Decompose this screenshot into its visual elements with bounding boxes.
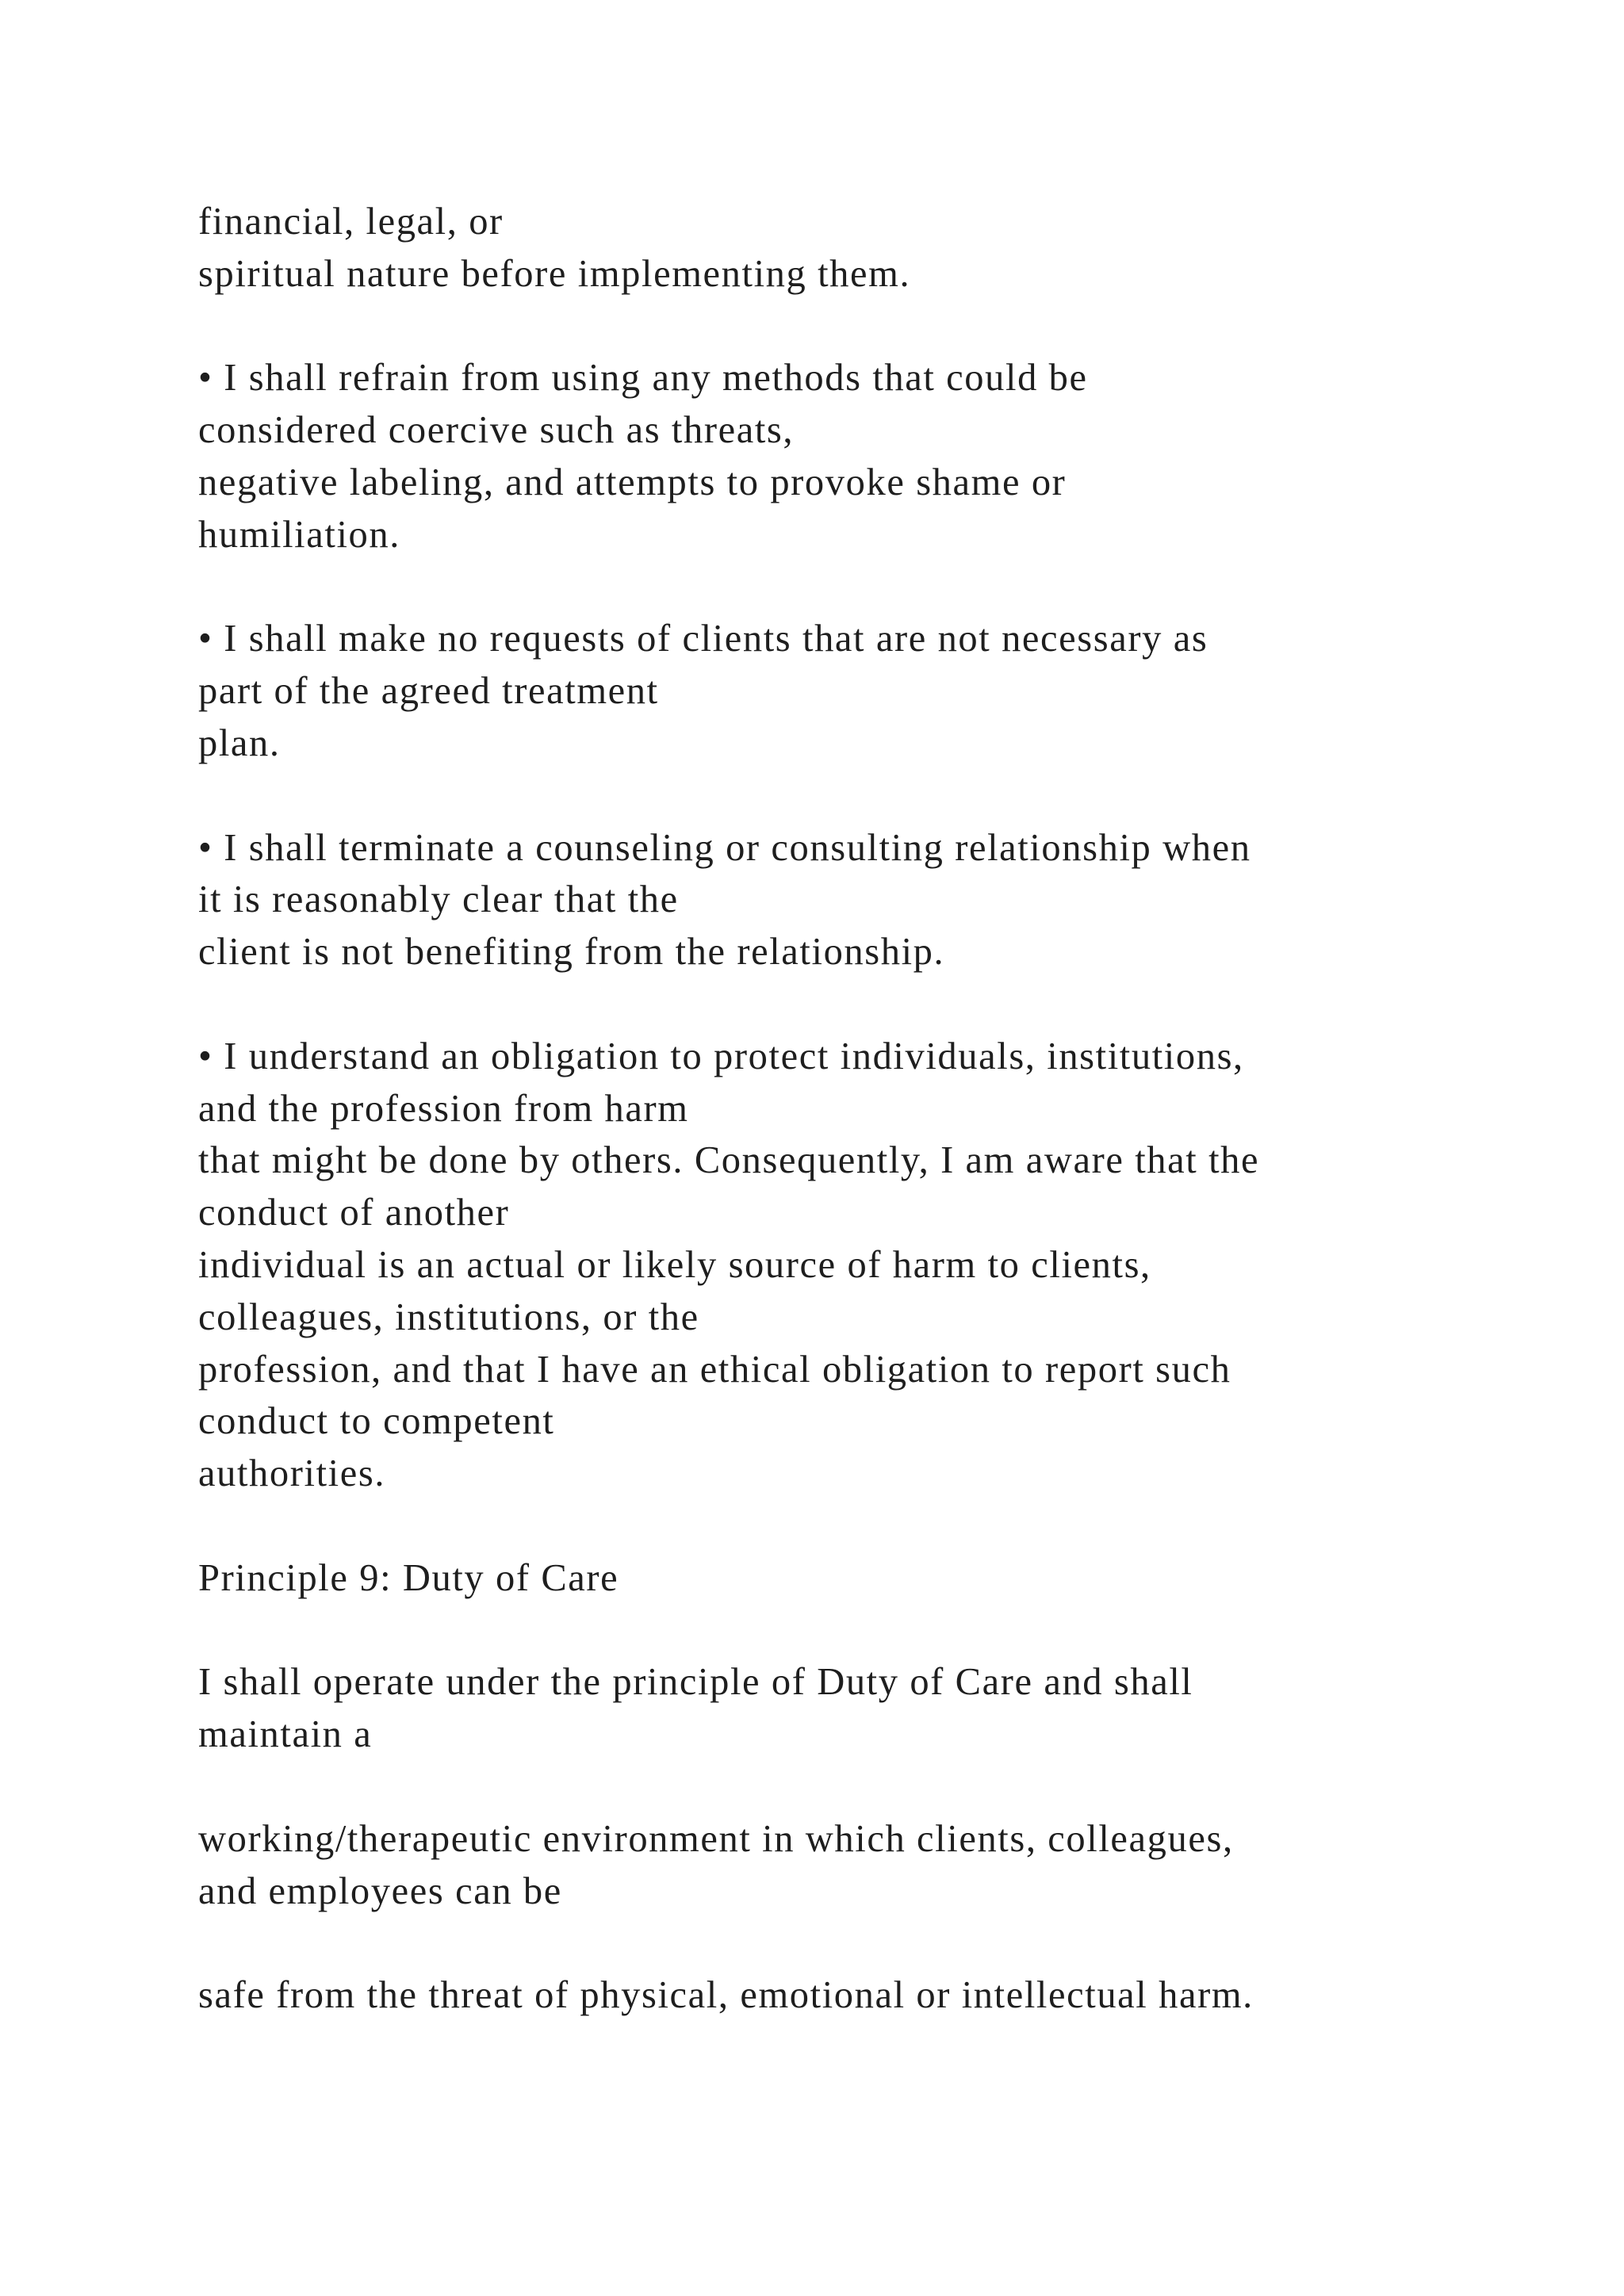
text-line: it is reasonably clear that the	[198, 878, 679, 921]
text-line: working/therapeutic environment in which clients, colleagues,	[198, 1817, 1234, 1860]
text-line: that might be done by others. Consequently, I am aware that the	[198, 1139, 1260, 1182]
text-line: client is not benefiting from the relationship.	[198, 931, 945, 974]
text-line: authorities.	[198, 1452, 386, 1495]
text-line: considered coercive such as threats,	[198, 409, 795, 452]
text-line: plan.	[198, 721, 281, 764]
text-line: individual is an actual or likely source of harm to clients,	[198, 1243, 1151, 1286]
blank-line	[198, 978, 1507, 1031]
text-line: maintain a	[198, 1713, 373, 1756]
blank-line	[198, 1917, 1507, 1969]
bullet-line: • I understand an obligation to protect individuals, institutions,	[198, 1035, 1244, 1077]
blank-line	[198, 561, 1507, 614]
text-line: safe from the threat of physical, emotional or intellectual harm.	[198, 1974, 1254, 2017]
document-body	[198, 196, 1507, 2022]
blank-line	[198, 300, 1507, 353]
text-line: conduct of another	[198, 1192, 510, 1234]
section-heading: Principle 9: Duty of Care	[198, 1556, 619, 1599]
blank-line	[198, 1605, 1507, 1657]
blank-line	[198, 770, 1507, 822]
text-line: spiritual nature before implementing them.	[198, 252, 911, 295]
text-line: and the profession from harm	[198, 1087, 689, 1130]
text-line: negative labeling, and attempts to provoke shame or	[198, 461, 1067, 503]
bullet-line: • I shall terminate a counseling or consulting relationship when	[198, 826, 1251, 869]
text-line: and employees can be	[198, 1869, 562, 1912]
text-line: colleagues, institutions, or the	[198, 1295, 699, 1338]
text-line: humiliation.	[198, 513, 400, 556]
text-line: conduct to competent	[198, 1400, 555, 1443]
text-line: financial, legal, or	[198, 201, 504, 243]
text-line: profession, and that I have an ethical obligation to report such	[198, 1348, 1231, 1391]
text-line: I shall operate under the principle of Duty of Care and shall	[198, 1661, 1193, 1704]
bullet-line: • I shall refrain from using any methods that could be	[198, 357, 1088, 400]
blank-line	[198, 1500, 1507, 1552]
blank-line	[198, 1761, 1507, 1813]
bullet-line: • I shall make no requests of clients that are not necessary as	[198, 618, 1208, 660]
text-line: part of the agreed treatment	[198, 670, 659, 713]
